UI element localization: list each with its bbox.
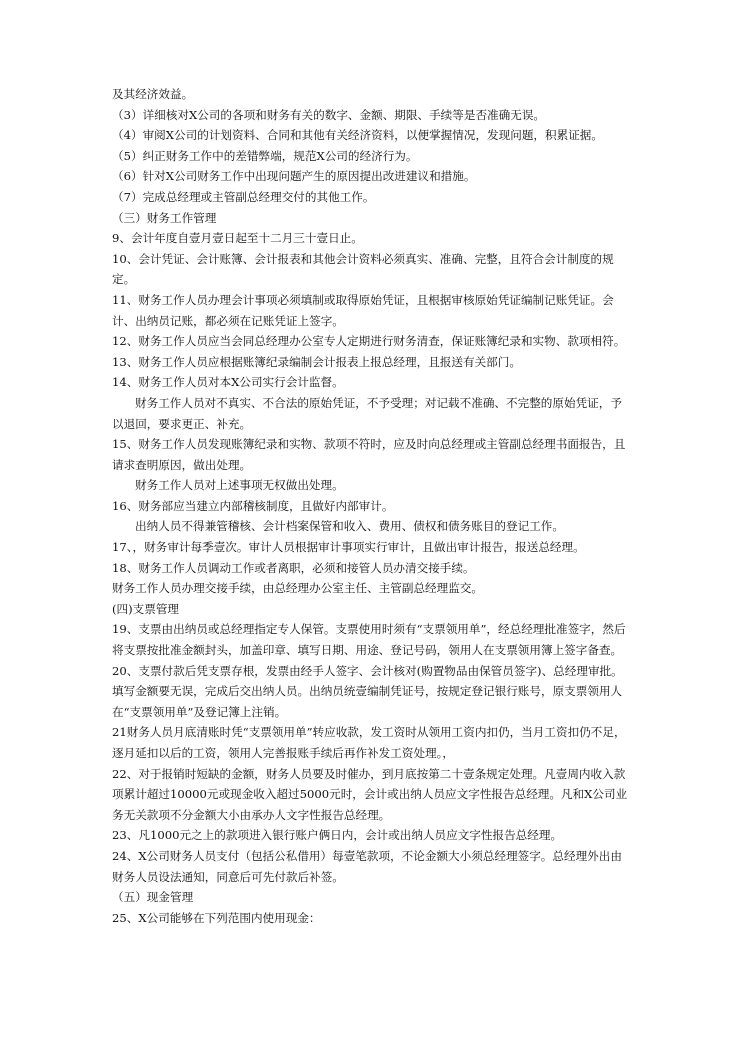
paragraph: 20、支票付款后凭支票存根，发票由经手人签字、会计核对(购置物品由保管员签字)、总经理审批。填写金额要无误，完成后交出纳人员。出纳员统壹编制凭证号，按规定登记银行账号，原支票领用人在“支票领用单”及登记簿上注销。 xyxy=(112,663,623,719)
paragraph: 13、财务工作人员应根据账簿纪录编制会计报表上报总经理，且报送有关部门。 xyxy=(112,354,521,369)
paragraph: 23、凡1000元之上的款项进入银行账户俩日内，会计或出纳人员应文字性报告总经理。 xyxy=(112,828,563,843)
document-page xyxy=(112,84,632,928)
paragraph: 15、财务工作人员发现账簿纪录和实物、款项不符时，应及时向总经理或主管副总经理书面报告，且请求查明原因，做出处理。 xyxy=(112,437,626,472)
paragraph: 19、支票由出纳员或总经理指定专人保管。支票使用时须有“支票领用单”，经总经理批准签字，然后将支票按批准金额封头，加盖印章、填写日期、用途、登记号码，领用人在支票领用簿上签字备查。 xyxy=(112,622,626,658)
paragraph: 22、对于报销时短缺的金额，财务人员要及时催办，到月底按第二十壹条规定处理。凡壹周内收入款项累计超过10000元或现金收入超过5000元时，会计或出纳人员应文字性报告总经理。凡和X公司业务无关款项不分金额大小由承办人文字性报告总经理。 xyxy=(112,766,628,822)
paragraph: 12、财务工作人员应当会同总经理办公室专人定期进行财务清查，保证账簿纪录和实物、款项相符。 xyxy=(112,334,626,349)
paragraph: （5）纠正财务工作中的差错弊端，规范X公司的经济行为。 xyxy=(112,148,418,163)
paragraph: 9、会计年度自壹月壹日起至十二月三十壹日止。 xyxy=(112,231,363,246)
paragraph: 21财务人员月底清账时凭“支票领用单”转应收款，发工资时从领用工资内扣仍，当月工资扣仍不足，逐月延扣以后的工资，领用人完善报账手续后再作补发工资处理。， xyxy=(112,725,626,760)
paragraph: 24、X公司财务人员支付（包括公私借用）每壹笔款项，不论金额大小须总经理签字。总经理外出由财务人员设法通知，同意后可先付款后补签。 xyxy=(112,848,622,884)
paragraph: 及其经济效益。 xyxy=(112,87,194,101)
paragraph: 25、X公司能够在下列范围内使用现金： xyxy=(112,910,321,925)
paragraph: （三）财务工作管理 xyxy=(112,210,217,225)
paragraph: （4）审阅X公司的计划资料、合同和其他有关经济资料，以便掌握情况，发现问题，积累证据。 xyxy=(112,128,603,143)
paragraph: 14、财务工作人员对本X公司实行会计监督。 xyxy=(112,375,344,390)
paragraph: 财务工作人员办理交接手续，由总经理办公室主任、主管副总经理监交。 xyxy=(112,581,484,596)
paragraph: 18、财务工作人员调动工作或者离职，必须和接管人员办清交接手续。 xyxy=(112,560,475,575)
paragraph: （6）针对X公司财务工作中出现问题产生的原因提出改进建议和措施。 xyxy=(112,169,476,184)
paragraph: 10、会计凭证、会计账簿、会计报表和其他会计资料必须真实、准确、完整，且符合会计制度的规定。 xyxy=(112,251,614,287)
paragraph: （3）详细核对X公司的各项和财务有关的数字、金额、期限、手续等是否准确无误。 xyxy=(112,107,546,122)
paragraph: 17、，财务审计每季壹次。审计人员根据审计事项实行审计，且做出审计报告，报送总经理。 xyxy=(112,540,585,555)
paragraph: 16、财务部应当建立内部稽核制度，且做好内部审计。 xyxy=(112,498,394,513)
paragraph: 财务工作人员对上述事项无权做出处理。 xyxy=(135,478,344,493)
paragraph: (四)支票管理 xyxy=(112,601,180,616)
paragraph: 出纳人员不得兼管稽核、会计档案保管和收入、费用、债权和债务账目的登记工作。 xyxy=(135,519,564,534)
paragraph: 财务工作人员对不真实、不合法的原始凭证，不予受理；对记载不准确、不完整的原始凭证，予以退回，要求更正、补充。 xyxy=(112,395,622,431)
paragraph: 11、财务工作人员办理会计事项必须填制或取得原始凭证，且根据审核原始凭证编制记账凭证。会计、出纳员记账，都必须在记账凭证上签字。 xyxy=(112,292,614,328)
paragraph: （五）现金管理 xyxy=(112,890,194,905)
paragraph: （7）完成总经理或主管副总经理交付的其他工作。 xyxy=(112,189,375,204)
